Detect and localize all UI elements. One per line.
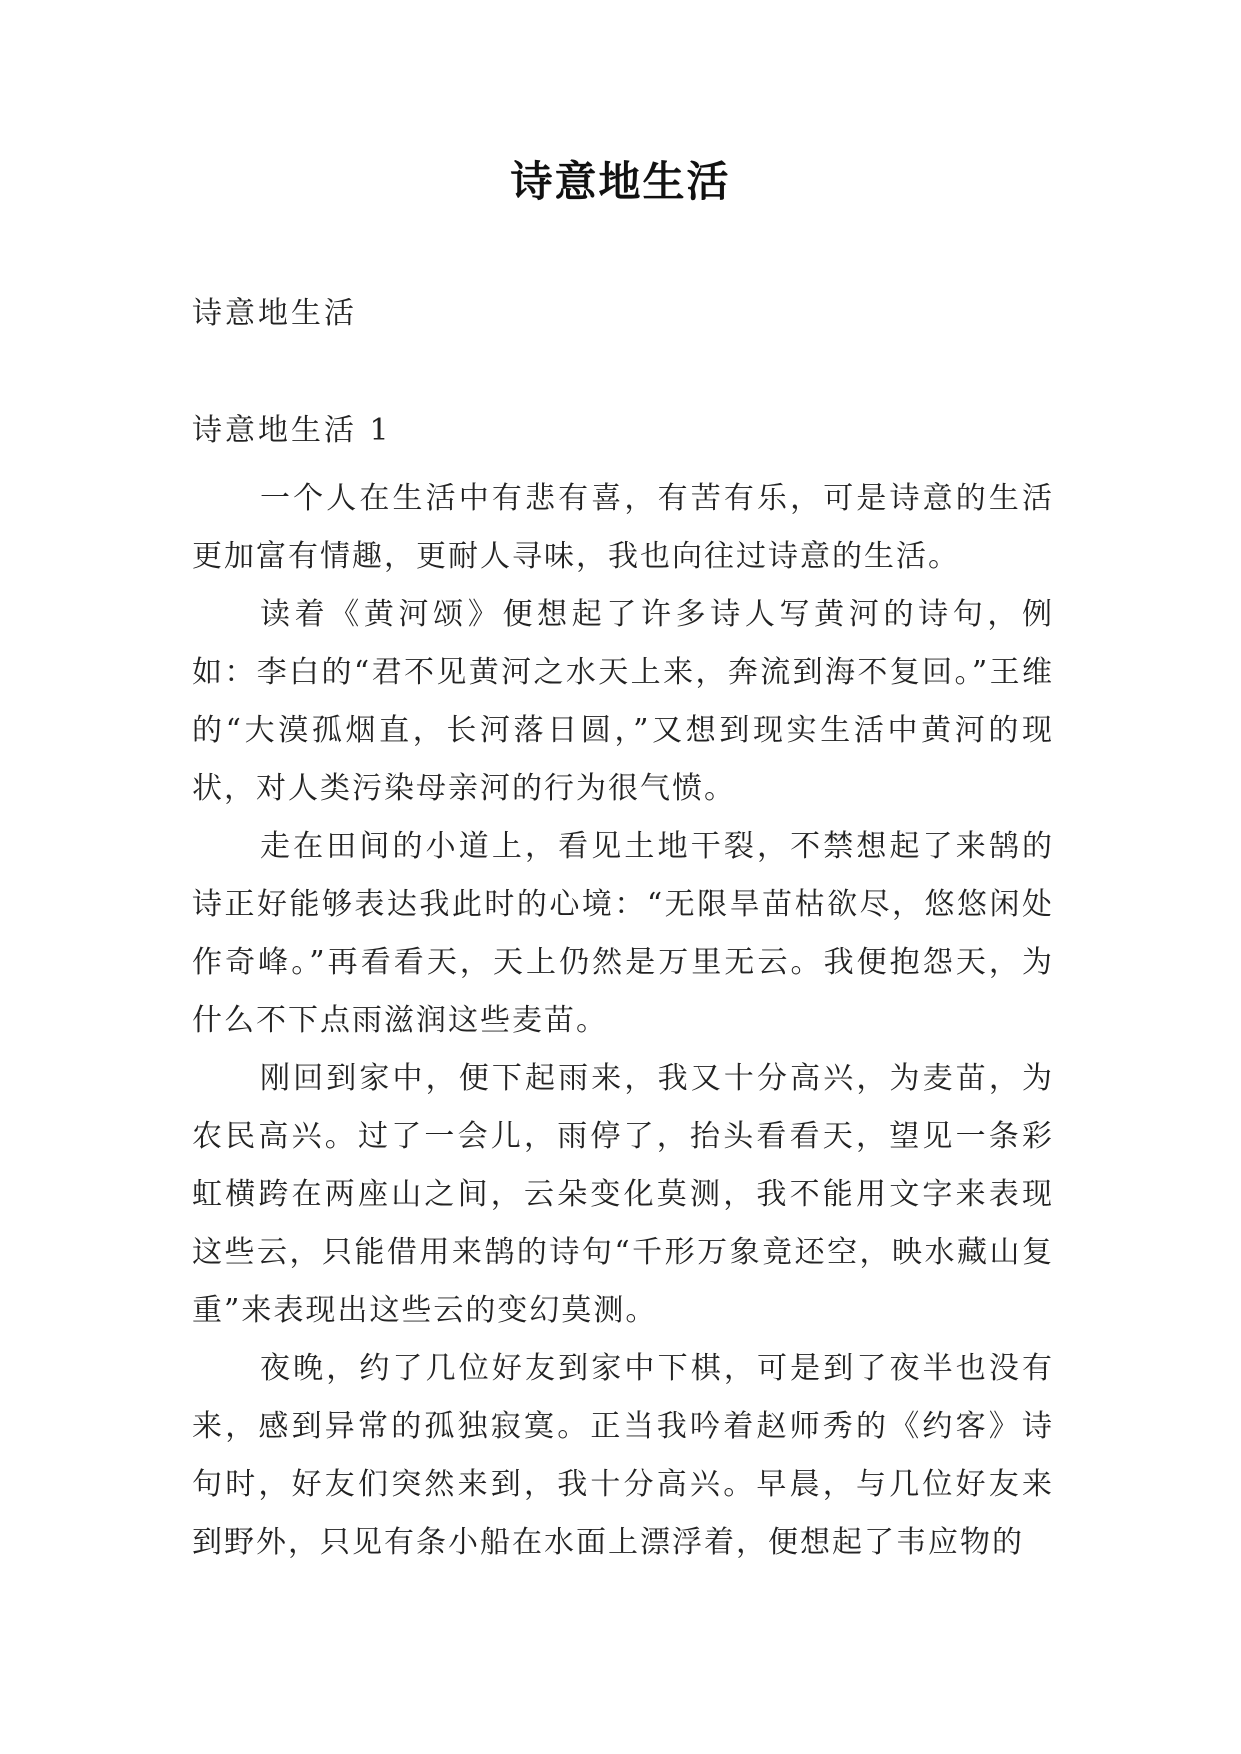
body-text	[192, 470, 1054, 1572]
paragraph: 读着《黄河颂》便想起了许多诗人写黄河的诗句，例如：李白的“君不见黄河之水天上来，奔流到海不复回。”王维的“大漠孤烟直，长河落日圆，”又想到现实生活中黄河的现状，对人类污染母亲河的行为很气愤。	[192, 597, 1054, 806]
paragraph: 夜晚，约了几位好友到家中下棋，可是到了夜半也没有来，感到异常的孤独寂寞。正当我吟着赵师秀的《约客》诗句时，好友们突然来到，我十分高兴。早晨，与几位好友来到野外，只见有条小船在水面上漂浮着，便想起了韦应物的	[192, 1351, 1054, 1560]
section-heading: 诗意地生活 1	[192, 413, 392, 448]
paragraph: 一个人在生活中有悲有喜，有苦有乐，可是诗意的生活更加富有情趣，更耐人寻味，我也向往过诗意的生活。	[192, 481, 1054, 574]
paragraph: 刚回到家中，便下起雨来，我又十分高兴，为麦苗，为农民高兴。过了一会儿，雨停了，抬头看看天，望见一条彩虹横跨在两座山之间，云朵变化莫测，我不能用文字来表现这些云，只能借用来鹄的诗句“千形万象竟还空，映水藏山复重”来表现出这些云的变幻莫测。	[192, 1061, 1054, 1328]
document-subtitle: 诗意地生活	[192, 296, 357, 331]
paragraph: 走在田间的小道上，看见土地干裂，不禁想起了来鹄的诗正好能够表达我此时的心境：“无限旱苗枯欲尽，悠悠闲处作奇峰。”再看看天，天上仍然是万里无云。我便抱怨天，为什么不下点雨滋润这些麦苗。	[192, 829, 1054, 1038]
document-title: 诗意地生活	[510, 157, 731, 206]
